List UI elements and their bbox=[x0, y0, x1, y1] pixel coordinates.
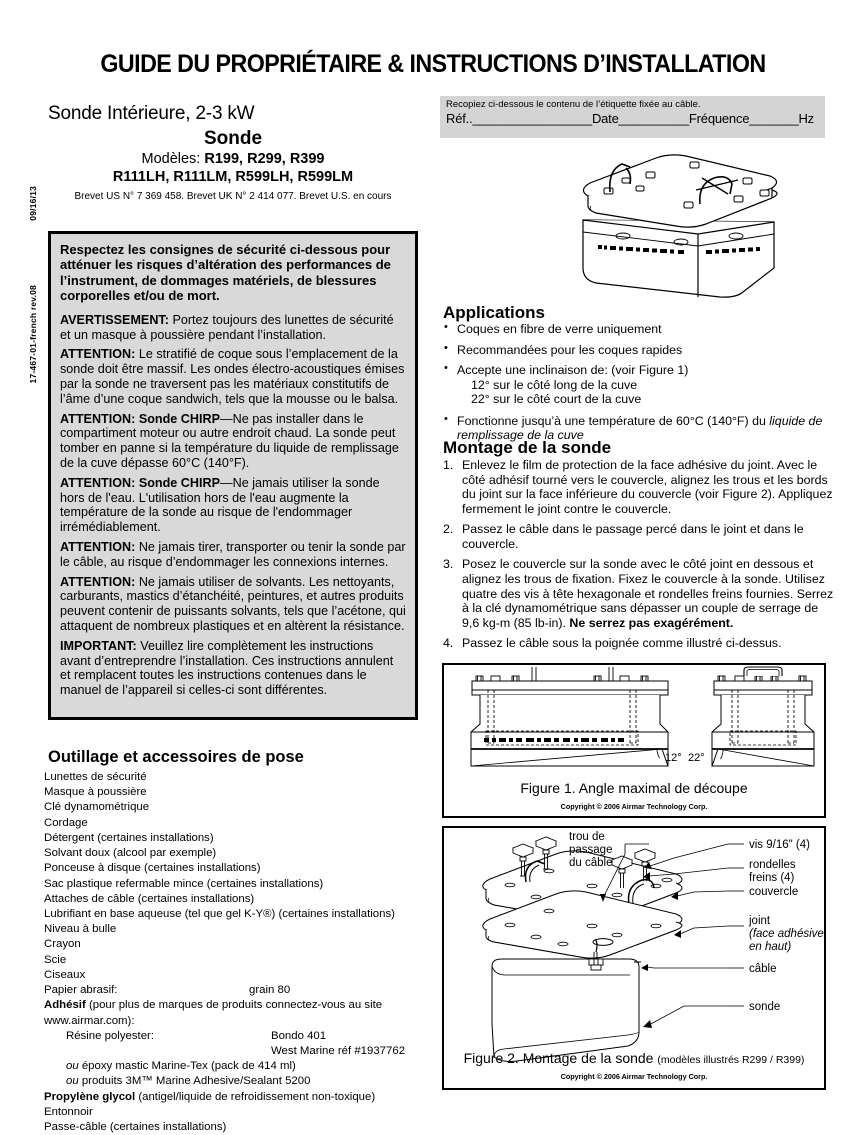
glycol-label: Propylène glycol bbox=[44, 1090, 136, 1103]
list-item: Ciseaux bbox=[44, 968, 86, 981]
list-item: Attaches de câble (certaines installations) bbox=[44, 892, 255, 905]
step-text: Passez le câble dans le passage percé dans le joint et dans le couvercle. bbox=[462, 522, 804, 551]
label-screws: vis 9/16" (4) bbox=[749, 839, 810, 851]
models-values-1: R199, R299, R399 bbox=[204, 151, 325, 167]
label-gasket: joint bbox=[749, 915, 771, 927]
list-item: Niveau à bulle bbox=[44, 923, 117, 936]
list-item: Sac plastique refermable mince (certaines installations) bbox=[44, 877, 324, 890]
warning-sublabel: Sonde CHIRP bbox=[138, 411, 220, 426]
list-item bbox=[443, 363, 838, 407]
product-illustration bbox=[538, 150, 798, 298]
step-number: 4. bbox=[443, 636, 454, 651]
warning-text: Ne jamais tirer, transporter ou tenir la sonde par le câble, au risque d’endommager les connexions internes. bbox=[60, 540, 406, 569]
list-item: Clé dynamométrique bbox=[44, 801, 150, 814]
angle-12-label: 12° bbox=[665, 752, 682, 764]
warning-text: Ne jamais utiliser de solvants. Les nettoyants, carburants, mastics d’étanchéité, peintures, et autres produits peuvent contenir de puissants solvants, tels que l’acétone, qui attaquent de nombreux plastiques et en altèrent la résistance. bbox=[60, 574, 406, 634]
patent-notice: Brevet US N° 7 369 458. Brevet UK N° 2 414 077. Brevet U.S. en cours bbox=[74, 191, 392, 202]
warning-item bbox=[60, 575, 406, 634]
label-box-instruction: Recopiez ci-dessous le contenu de l’étiquette fixée au câble. bbox=[446, 99, 701, 110]
alt-or-2: ou bbox=[66, 1075, 79, 1088]
figure-2-copyright: Copyright © 2006 Airmar Technology Corp. bbox=[560, 1072, 708, 1081]
product-subtitle: Sonde Intérieure, 2-3 kW bbox=[48, 103, 255, 124]
alt-text-1: époxy mastic Marine-Tex (pack de 414 ml) bbox=[78, 1060, 296, 1073]
step-number: 1. bbox=[443, 458, 454, 472]
product-name: Sonde bbox=[203, 128, 263, 149]
adhesive-alt-2 bbox=[44, 1074, 434, 1089]
alt-text-2: produits 3M™ Marine Adhesive/Sealant 5200 bbox=[78, 1075, 311, 1088]
models-label: Modèles: bbox=[141, 151, 201, 167]
label-cable-hole-line-2: passage bbox=[569, 844, 613, 856]
warning-text: Le stratifié de coque sous l’emplacement de la sonde doit être massif. Les ondes électro-acoustiques émises par la sonde ne traversent pas les matériaux constitutifs de l’âme d’une coque sandwich, tels que la mousse ou le balsa. bbox=[60, 347, 405, 406]
warning-sep: : bbox=[164, 312, 173, 327]
models-line-2: R111LH, R111LM, R599LH, R599LM bbox=[112, 169, 354, 185]
mounting-step bbox=[443, 557, 838, 630]
models-line-1 bbox=[48, 151, 418, 167]
warning-item bbox=[60, 476, 406, 535]
warning-label: AVERTISSEMENT bbox=[60, 312, 165, 327]
label-gasket-note-1: (face adhésive bbox=[749, 928, 824, 940]
safety-warning-box bbox=[48, 231, 418, 720]
warning-item bbox=[60, 639, 406, 698]
revision-code: 17-467-01-french rev.08 bbox=[28, 285, 38, 384]
warning-label: ATTENTION bbox=[60, 347, 132, 362]
label-gasket-note-2: en haut) bbox=[749, 941, 792, 953]
warning-item bbox=[60, 540, 406, 570]
tilt-intro: Accepte une inclinaison de: (voir Figure 1) bbox=[457, 363, 689, 377]
adhesive-alt-1 bbox=[44, 1059, 434, 1074]
resin-value-1: Bondo 401 bbox=[271, 1029, 327, 1042]
sandpaper-row bbox=[44, 983, 434, 998]
warning-label: ATTENTION bbox=[60, 540, 132, 555]
list-item: Ponceuse à disque (certaines installations) bbox=[44, 862, 261, 875]
warning-sep: : bbox=[131, 475, 139, 490]
label-box-fields[interactable]: Réf.._________________Date__________Fréquence_______Hz bbox=[446, 110, 814, 126]
figure-1-caption: Figure 1. Angle maximal de découpe bbox=[520, 780, 748, 796]
label-cable: câble bbox=[749, 963, 777, 975]
resin-row-2 bbox=[44, 1044, 434, 1059]
revision-date: 09/16/13 bbox=[28, 186, 38, 221]
temp-italic: liquide de remplissage de la cuve bbox=[457, 413, 823, 442]
mounting-steps bbox=[443, 458, 838, 657]
warning-label: ATTENTION bbox=[60, 574, 132, 589]
list-item: Lunettes de sécurité bbox=[44, 771, 147, 783]
warning-text: Veuillez lire complètement les instructions avant d’entreprendre l’installation. Ces instructions annulent et remplacent toutes les instructions contenues dans le manuel de l’appareil si celles-ci sont différentes. bbox=[60, 638, 394, 698]
step-bold-tail: Ne serrez pas exagérément. bbox=[569, 615, 734, 630]
label-transducer: sonde bbox=[749, 1001, 781, 1013]
warning-item bbox=[60, 313, 406, 343]
figure-1-copyright: Copyright © 2006 Airmar Technology Corp. bbox=[560, 802, 708, 811]
glycol-note: (antigel/liquide de refroidissement non-toxique) bbox=[135, 1090, 376, 1103]
step-number: 3. bbox=[443, 557, 454, 572]
step-number: 2. bbox=[443, 522, 454, 537]
warning-text: —Ne jamais utiliser la sonde hors de l'eau. L'utilisation hors de l'eau augmente la température de la sonde au risque de l'endommager irrémédiablement. bbox=[60, 475, 380, 535]
warning-text: Portez toujours des lunettes de sécurité et un masque à poussière pendant l’installation. bbox=[60, 312, 394, 342]
warning-item bbox=[60, 347, 406, 406]
list-item: Lubrifiant en base aqueuse (tel que gel K-Y®) (certaines installations) bbox=[44, 907, 395, 920]
figure-2-caption-main: Figure 2. Montage de la sonde bbox=[463, 1050, 654, 1066]
warning-sep: : bbox=[131, 540, 139, 555]
label-cover: couvercle bbox=[749, 886, 799, 898]
resin-row bbox=[44, 1029, 434, 1044]
warning-sep: : bbox=[131, 574, 139, 589]
list-item: Scie bbox=[44, 953, 67, 966]
list-item: • Coques en fibre de verre uniquement bbox=[443, 322, 838, 337]
warning-label: IMPORTANT bbox=[60, 638, 133, 653]
adhesive-row bbox=[44, 998, 434, 1028]
label-washers-line-2: freins (4) bbox=[749, 872, 795, 884]
figure-2 bbox=[442, 826, 826, 1090]
angle-22-label: 22° bbox=[688, 752, 705, 764]
warning-label: ATTENTION bbox=[60, 475, 132, 490]
mounting-heading: Montage de la sonde bbox=[443, 438, 612, 457]
label-washers-line-1: rondelles bbox=[749, 859, 796, 871]
sandpaper-label: Papier abrasif: bbox=[44, 984, 118, 997]
tools-heading: Outillage et accessoires de pose bbox=[48, 748, 304, 766]
tools-list bbox=[44, 770, 434, 1135]
resin-value-2: West Marine réf #1937762 bbox=[271, 1044, 406, 1057]
warning-sep: : bbox=[131, 411, 139, 426]
list-item: Passe-câble (certaines installations) bbox=[44, 1121, 227, 1134]
page-title: GUIDE DU PROPRIÉTAIRE & INSTRUCTIONS D’INSTALLATION bbox=[100, 50, 766, 78]
tilt-long-side: 12° sur le côté long de la cuve bbox=[471, 377, 638, 392]
list-item: • Recommandées pour les coques rapides bbox=[443, 343, 838, 358]
temp-text: Fonctionne jusqu’à une température de 60°C (140°F) du bbox=[457, 413, 770, 428]
resin-label: Résine polyester: bbox=[66, 1029, 155, 1042]
resin-spacer bbox=[66, 1044, 271, 1059]
step-text: Passez le câble sous la poignée comme illustré ci-dessus. bbox=[462, 636, 782, 651]
warning-lead-text: Respectez les consignes de sécurité ci-dessous pour atténuer les risques d’altération des performances de l’instrument, de dommages matériels, de blessures corporelles et/ou de mort. bbox=[60, 242, 391, 304]
warning-sep: : bbox=[131, 347, 139, 362]
mounting-step bbox=[443, 636, 838, 651]
step-text: Enlevez le film de protection de la face adhésive du joint. Avec le côté adhésif tourné vers le couvercle, alignez les trous et les bords du joint sur la face inférieure du couvercle (voir Figure 2). Appliquez fermement le joint contre le couvercle. bbox=[462, 458, 833, 516]
list-item: Détergent (certaines installations) bbox=[44, 831, 214, 844]
alt-or-1: ou bbox=[66, 1060, 79, 1073]
glycol-row bbox=[44, 1090, 434, 1105]
adhesive-label: Adhésif bbox=[44, 999, 86, 1012]
applications-list bbox=[443, 322, 838, 449]
label-cable-hole-line-1: trou de bbox=[569, 831, 605, 843]
step-text: Posez le couvercle sur la sonde avec le côté joint en dessous et alignez les trous de fixation. Fixez le couvercle à la sonde. Utilisez quatre des vis à tête hexagonale et rondelles freins fournies. Serrez à la clé dynamométrique sans dépasser un couple de serrage de 9,6 kg-m (85 lb-in). bbox=[462, 557, 834, 630]
list-item: Entonnoir bbox=[44, 1105, 93, 1118]
mounting-step bbox=[443, 458, 838, 516]
figure-2-caption bbox=[444, 1050, 824, 1066]
warning-item bbox=[60, 412, 406, 471]
sandpaper-value: grain 80 bbox=[249, 984, 291, 997]
figure-1 bbox=[442, 663, 826, 818]
list-item: Cordage bbox=[44, 816, 88, 829]
warning-sublabel: Sonde CHIRP bbox=[138, 475, 220, 490]
list-item: Solvant doux (alcool par exemple) bbox=[44, 847, 217, 860]
warning-sep: : bbox=[132, 638, 141, 653]
warning-label: ATTENTION bbox=[60, 411, 132, 426]
warning-text: —Ne pas installer dans le compartiment moteur ou autre endroit chaud. La sonde peut tomber en panne si la température du liquide de remplissage de la cuve dépasse 60°C (140°F). bbox=[60, 411, 399, 471]
list-item: Crayon bbox=[44, 938, 81, 951]
adhesive-note: (pour plus de marques de produits connectez-vous au site www.airmar.com): bbox=[44, 999, 383, 1027]
list-item: Masque à poussière bbox=[44, 786, 147, 799]
mounting-step bbox=[443, 522, 838, 551]
applications-heading: Applications bbox=[443, 303, 546, 322]
figure-2-caption-models: (modèles illustrés R299 / R399) bbox=[657, 1054, 805, 1066]
tilt-short-side: 22° sur le côté court de la cuve bbox=[471, 392, 642, 406]
cable-label-record-box bbox=[440, 96, 825, 138]
label-cable-hole-line-3: du câble bbox=[569, 857, 613, 869]
